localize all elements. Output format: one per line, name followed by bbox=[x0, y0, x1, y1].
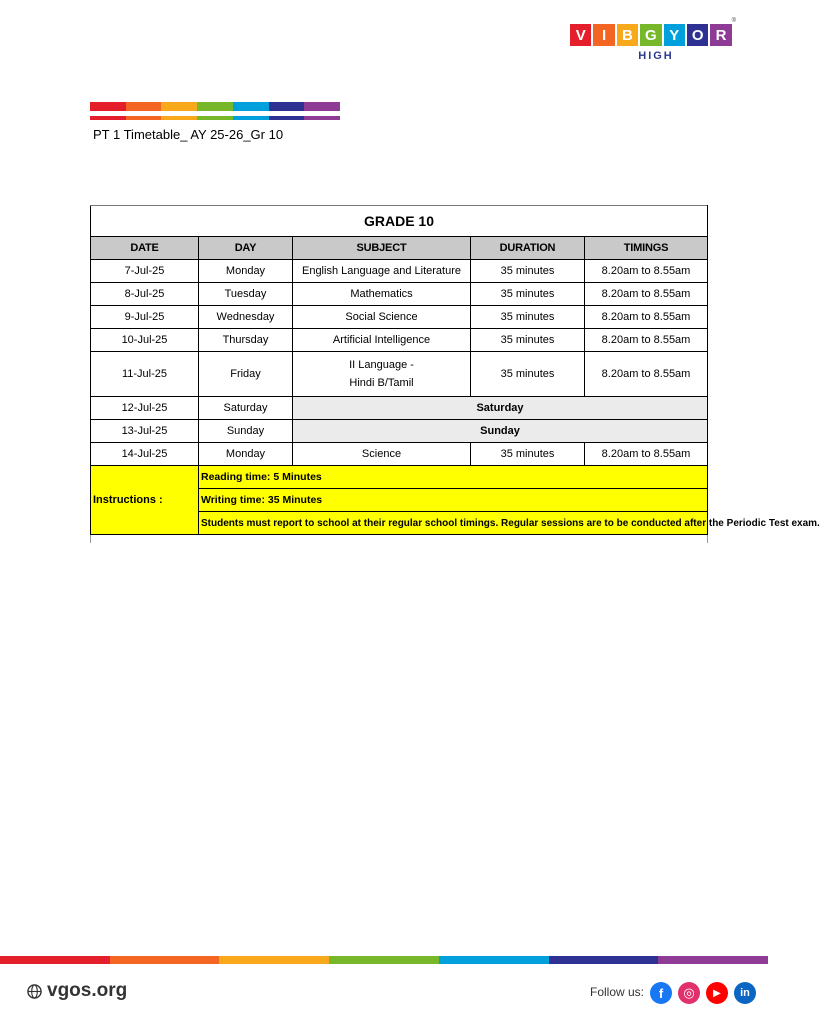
column-header-row bbox=[91, 237, 708, 260]
logo-letter: G bbox=[640, 24, 661, 46]
instruction-text: Reading time: 5 Minutes bbox=[199, 466, 708, 489]
cell-subject: English Language and Literature bbox=[293, 260, 471, 283]
cell-subject: Science bbox=[293, 443, 471, 466]
gap-right bbox=[585, 535, 708, 544]
stripe-segment bbox=[197, 116, 233, 120]
logo-letters bbox=[570, 24, 732, 46]
stripe-segment bbox=[233, 102, 269, 111]
logo-subtitle: HIGH bbox=[638, 50, 674, 62]
cell-duration: 35 minutes bbox=[471, 329, 585, 352]
logo-letter: Y bbox=[664, 24, 685, 46]
linkedin-icon[interactable]: in bbox=[734, 982, 756, 1004]
table-bottom-gap bbox=[91, 535, 708, 544]
stripe-segment bbox=[329, 956, 439, 964]
cell-timings: 8.20am to 8.55am bbox=[585, 306, 708, 329]
cell-timings: 8.20am to 8.55am bbox=[585, 260, 708, 283]
instruction-text: Students must report to school at their regular school timings. Regular sessions are to be conducted after the Periodic Test exam. bbox=[199, 512, 708, 535]
cell-day: Friday bbox=[199, 352, 293, 397]
registered-mark: ® bbox=[731, 18, 736, 24]
cell-date: 10-Jul-25 bbox=[91, 329, 199, 352]
stripe-segment bbox=[90, 116, 126, 120]
table-row bbox=[91, 260, 708, 283]
cell-timings: 8.20am to 8.55am bbox=[585, 283, 708, 306]
cell-date: 7-Jul-25 bbox=[91, 260, 199, 283]
stripe-segment bbox=[269, 102, 305, 111]
cell-subject: Artificial Intelligence bbox=[293, 329, 471, 352]
subject-line: II Language - bbox=[349, 359, 414, 371]
website-link[interactable] bbox=[27, 980, 127, 1002]
cell-duration: 35 minutes bbox=[471, 352, 585, 397]
stripe-segment bbox=[161, 116, 197, 120]
cell-day: Thursday bbox=[199, 329, 293, 352]
stripe-segment bbox=[0, 956, 110, 964]
logo-letter: V bbox=[570, 24, 591, 46]
instructions-label: Instructions : bbox=[91, 466, 199, 535]
cell-subject: Social Science bbox=[293, 306, 471, 329]
header-duration: DURATION bbox=[471, 237, 585, 260]
table-row bbox=[91, 306, 708, 329]
grade-title: GRADE 10 bbox=[91, 206, 708, 237]
stripe-segment bbox=[658, 956, 768, 964]
cell-date: 8-Jul-25 bbox=[91, 283, 199, 306]
cell-holiday: Sunday bbox=[293, 420, 708, 443]
table-row bbox=[91, 443, 708, 466]
table-row bbox=[91, 397, 708, 420]
gap-left bbox=[91, 535, 585, 544]
header-day: DAY bbox=[199, 237, 293, 260]
stripe-segment bbox=[233, 116, 269, 120]
stripe-segment bbox=[304, 102, 340, 111]
cell-duration: 35 minutes bbox=[471, 443, 585, 466]
cell-date: 12-Jul-25 bbox=[91, 397, 199, 420]
timetable-table bbox=[90, 205, 820, 543]
cell-timings: 8.20am to 8.55am bbox=[585, 329, 708, 352]
stripe-segment bbox=[90, 102, 126, 111]
follow-us-label: Follow us: bbox=[590, 985, 645, 999]
facebook-icon[interactable]: f bbox=[650, 982, 672, 1004]
stripe-segment bbox=[304, 116, 340, 120]
table-row bbox=[91, 420, 708, 443]
header-date: DATE bbox=[91, 237, 199, 260]
instagram-icon[interactable]: ◎ bbox=[678, 982, 700, 1004]
cell-day: Monday bbox=[199, 260, 293, 283]
cell-subject: Mathematics bbox=[293, 283, 471, 306]
cell-day: Tuesday bbox=[199, 283, 293, 306]
cell-date: 9-Jul-25 bbox=[91, 306, 199, 329]
stripe-segment bbox=[161, 102, 197, 111]
vibgyor-logo bbox=[570, 18, 736, 70]
logo-letter: I bbox=[593, 24, 614, 46]
table-row bbox=[91, 352, 708, 397]
table-row bbox=[91, 283, 708, 306]
subject-line: Hindi B/Tamil bbox=[349, 377, 414, 389]
cell-date: 13-Jul-25 bbox=[91, 420, 199, 443]
stripe-segment bbox=[549, 956, 659, 964]
footer-color-stripe bbox=[0, 956, 768, 964]
stripe-segment bbox=[439, 956, 549, 964]
cell-duration: 35 minutes bbox=[471, 283, 585, 306]
table-row bbox=[91, 329, 708, 352]
cell-day: Wednesday bbox=[199, 306, 293, 329]
timetable bbox=[90, 205, 820, 543]
cell-date: 14-Jul-25 bbox=[91, 443, 199, 466]
cell-timings: 8.20am to 8.55am bbox=[585, 443, 708, 466]
stripe-segment bbox=[110, 956, 220, 964]
stripe-segment bbox=[269, 116, 305, 120]
stripe-segment bbox=[126, 102, 162, 111]
logo-letter: O bbox=[687, 24, 708, 46]
cell-duration: 35 minutes bbox=[471, 260, 585, 283]
youtube-icon[interactable]: ▶ bbox=[706, 982, 728, 1004]
cell-duration: 35 minutes bbox=[471, 306, 585, 329]
cell-day: Monday bbox=[199, 443, 293, 466]
cell-timings: 8.20am to 8.55am bbox=[585, 352, 708, 397]
color-stripe-top bbox=[90, 102, 340, 111]
stripe-segment bbox=[219, 956, 329, 964]
header-subject: SUBJECT bbox=[293, 237, 471, 260]
grade-header-row bbox=[91, 206, 708, 237]
cell-holiday: Saturday bbox=[293, 397, 708, 420]
cell-subject bbox=[293, 352, 471, 397]
website-text: vgos.org bbox=[47, 980, 128, 1001]
stripe-segment bbox=[197, 102, 233, 111]
cell-day: Saturday bbox=[199, 397, 293, 420]
logo-letter: R bbox=[710, 24, 731, 46]
cell-date: 11-Jul-25 bbox=[91, 352, 199, 397]
globe-icon bbox=[27, 984, 42, 999]
instruction-row bbox=[91, 466, 708, 489]
instruction-text: Writing time: 35 Minutes bbox=[199, 489, 708, 512]
cell-day: Sunday bbox=[199, 420, 293, 443]
logo-letter: B bbox=[617, 24, 638, 46]
color-stripe-thin bbox=[90, 116, 340, 120]
document-title: PT 1 Timetable_ AY 25-26_Gr 10 bbox=[93, 127, 284, 142]
header-timings: TIMINGS bbox=[585, 237, 708, 260]
stripe-segment bbox=[126, 116, 162, 120]
